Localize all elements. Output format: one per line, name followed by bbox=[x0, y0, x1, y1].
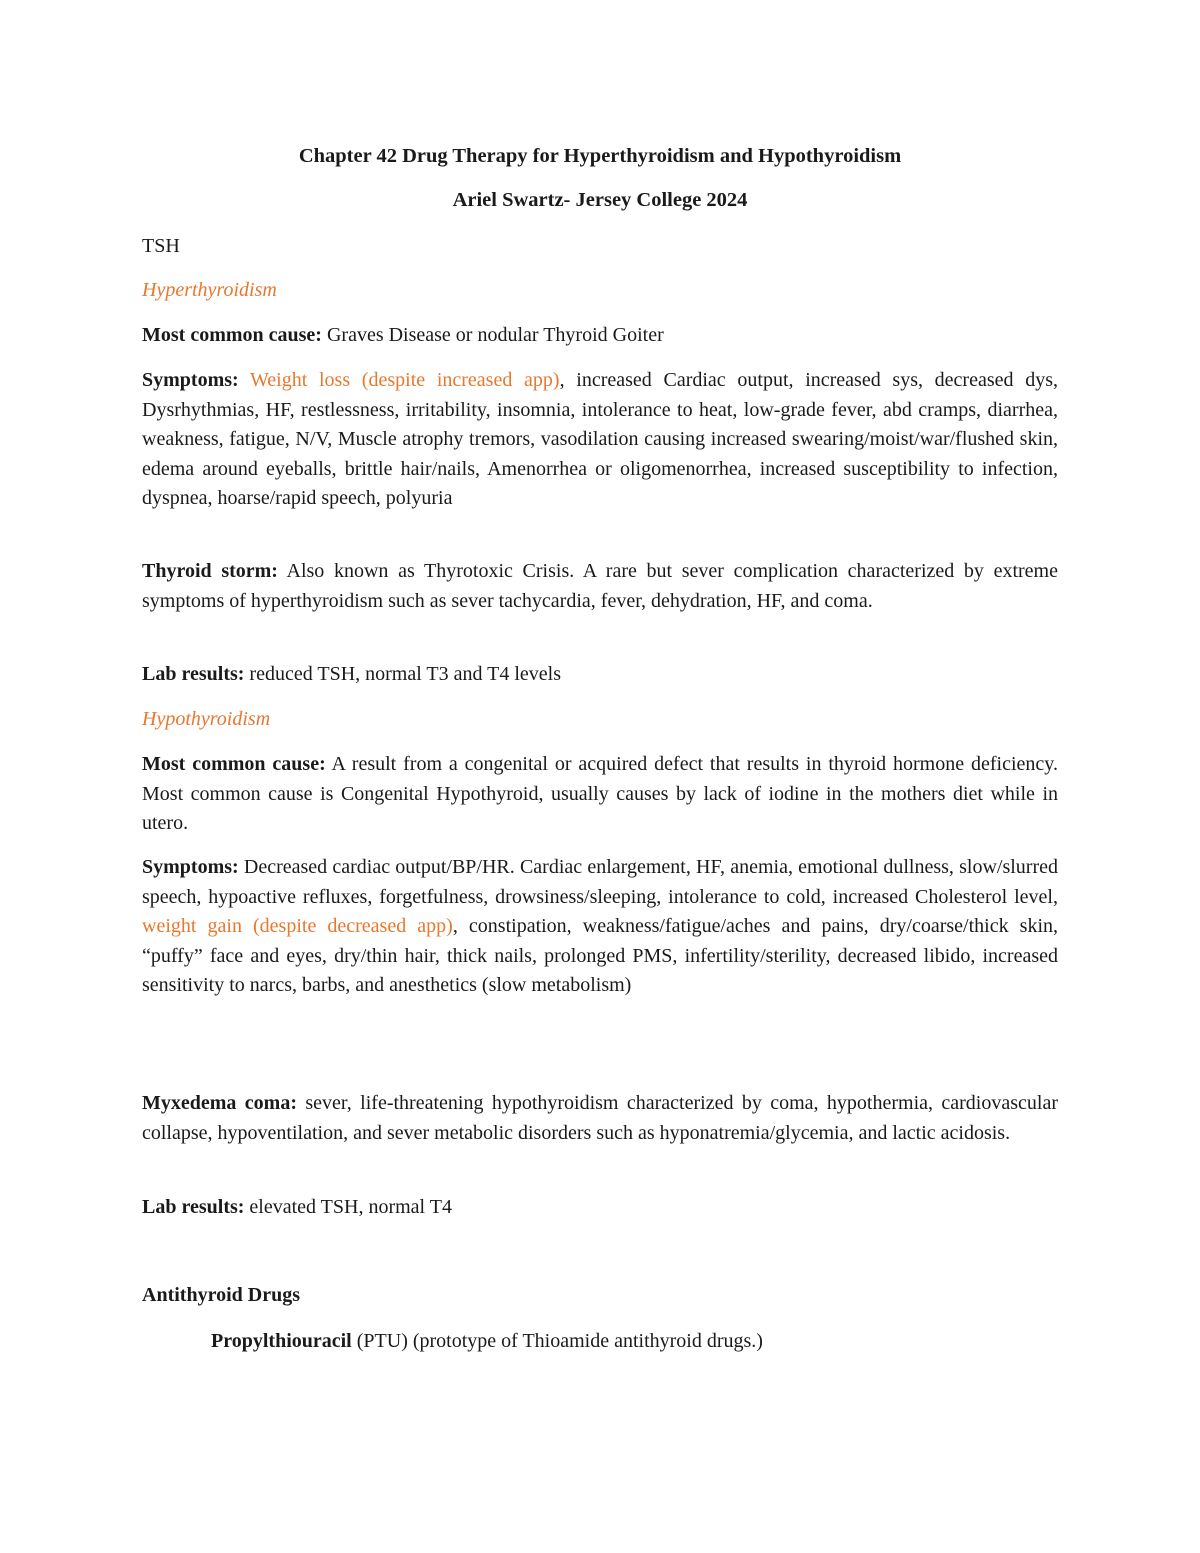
hyper-symptoms-text: , increased Cardiac output, increased sys, decreased dys, Dysrhythmias, HF, restlessness, irritability, insomnia, intolerance to heat, low-grade fever, abd cramps, diarrhea, weakness, fatigue, N/V, Muscle atrophy tremors, vasodilation causing increased swearing/moist/war/flushed skin, edema around eyeballs, brittle hair/nails, Amenorrhea or oligomenorrhea, increased susceptibility to infection, dyspnea, hoarse/rapid speech, polyuria bbox=[142, 369, 1058, 509]
hyper-lab-text: reduced TSH, normal T3 and T4 levels bbox=[244, 663, 562, 685]
thyroid-storm-text: Also known as Thyrotoxic Crisis. A rare but sever complication characterized by extreme symptoms of hyperthyroidism such as sever tachycardia, fever, dehydration, HF, and coma. bbox=[142, 560, 1058, 612]
hyper-cause-text: Graves Disease or nodular Thyroid Goiter bbox=[321, 324, 664, 346]
document-author: Ariel Swartz- Jersey College 2024 bbox=[452, 189, 748, 211]
hyper-cause-label: Most common cause: bbox=[142, 324, 322, 346]
hyper-symptoms bbox=[142, 366, 1058, 514]
drug-description: (PTU) (prototype of Thioamide antithyroid drugs.) bbox=[351, 1330, 763, 1352]
hyperthyroidism-heading: Hyperthyroidism bbox=[142, 279, 277, 301]
hyper-lab-results bbox=[142, 660, 1058, 690]
hypo-symptoms-label: Symptoms: bbox=[142, 856, 239, 878]
hyper-lab-label: Lab results: bbox=[142, 663, 245, 685]
hypo-cause-label: Most common cause: bbox=[142, 753, 326, 775]
hypo-lab-text: elevated TSH, normal T4 bbox=[244, 1196, 452, 1218]
myxedema-coma-label: Myxedema coma: bbox=[142, 1092, 297, 1114]
document-title: Chapter 42 Drug Therapy for Hyperthyroidism and Hypothyroidism bbox=[298, 145, 902, 167]
hyper-symptoms-highlight: Weight loss (despite increased app) bbox=[250, 369, 560, 391]
hypo-lab-label: Lab results: bbox=[142, 1196, 245, 1218]
thyroid-storm-label: Thyroid storm: bbox=[142, 560, 278, 582]
antithyroid-drugs-heading: Antithyroid Drugs bbox=[142, 1284, 300, 1306]
tsh-label: TSH bbox=[142, 235, 180, 257]
hypo-cause-text: A result from a congenital or acquired defect that results in thyroid hormone deficiency. Most common cause is Congenital Hypothyroid, usually causes by lack of iodine in the mothers diet while in utero. bbox=[142, 753, 1058, 834]
myxedema-coma bbox=[142, 1089, 1058, 1148]
hyper-cause bbox=[142, 321, 1058, 351]
hypo-symptoms-highlight: weight gain (despite decreased app) bbox=[142, 915, 453, 937]
hypo-lab-results bbox=[142, 1193, 1058, 1223]
hypo-symptoms bbox=[142, 853, 1058, 1001]
drug-name: Propylthiouracil bbox=[211, 1330, 352, 1352]
drug-entry-ptu bbox=[142, 1327, 1127, 1357]
hypothyroidism-heading: Hypothyroidism bbox=[142, 708, 271, 730]
thyroid-storm bbox=[142, 557, 1058, 616]
hypo-symptoms-text-2: , constipation, weakness/fatigue/aches and pains, dry/coarse/thick skin, “puffy” face and eyes, dry/thin hair, thick nails, prolonged PMS, infertility/sterility, decreased libido, increased sensitivity to narcs, barbs, and anesthetics (slow metabolism) bbox=[142, 915, 1059, 996]
myxedema-coma-text: sever, life-threatening hypothyroidism characterized by coma, hypothermia, cardiovascular collapse, hypoventilation, and sever metabolic disorders such as hyponatremia/glycemia, and lactic acidosis. bbox=[142, 1092, 1058, 1144]
hypo-symptoms-text-1: Decreased cardiac output/BP/HR. Cardiac enlargement, HF, anemia, emotional dullness, slow/slurred speech, hypoactive refluxes, forgetfulness, drowsiness/sleeping, intolerance to cold, increased Cholesterol level, bbox=[142, 856, 1058, 908]
hypo-cause bbox=[142, 750, 1058, 839]
hyper-symptoms-label: Symptoms: bbox=[142, 369, 239, 391]
